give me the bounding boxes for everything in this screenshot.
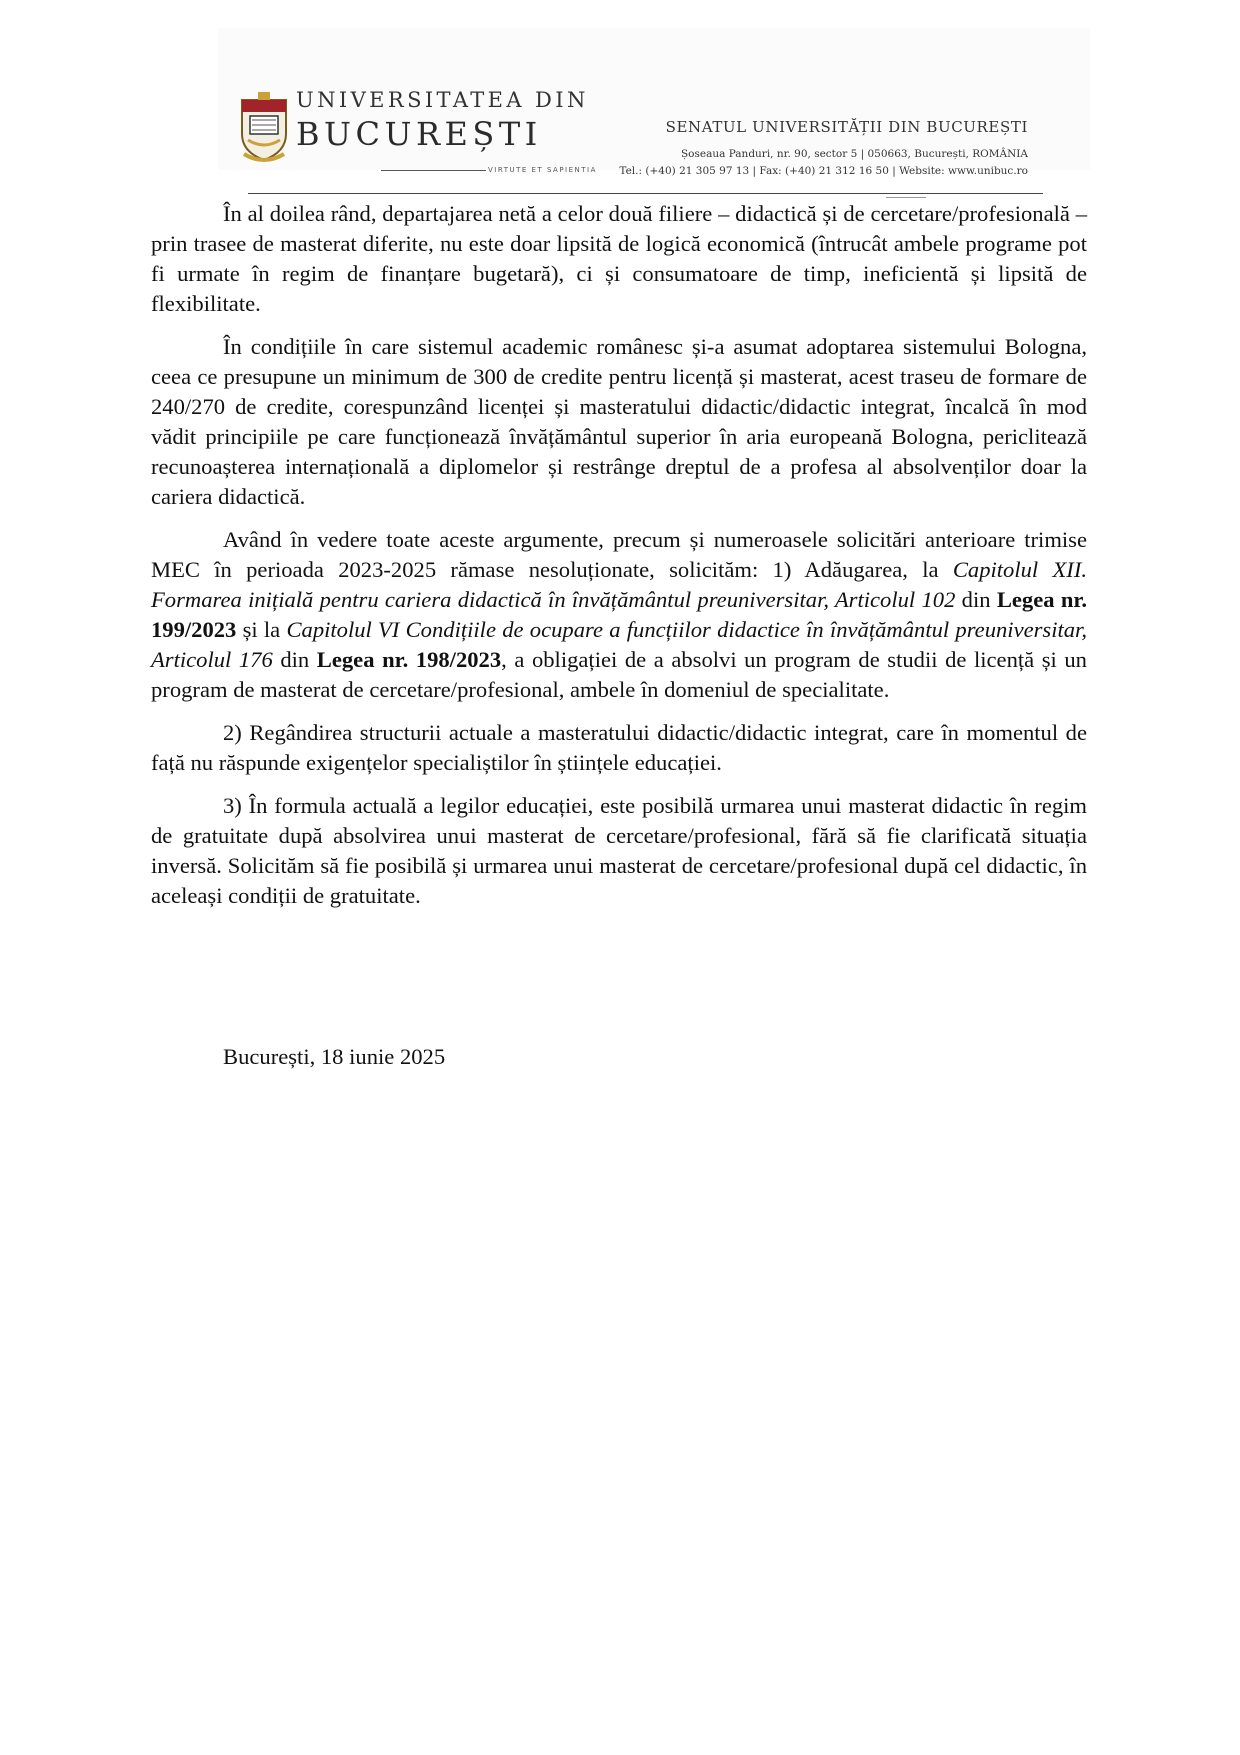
text-run: , a obligației de a absolvi un program de studii de licență și un program de masterat de cercetare/profesional, ambele în domeniul de specialitate.	[151, 647, 1087, 702]
paragraph-4: 2) Regândirea structurii actuale a masteratului didactic/didactic integrat, care în momentul de față nu răspunde exigențelor specialiștilor în științele educației.	[151, 720, 1087, 775]
law-199-2023: Legea nr. 199/2023	[151, 587, 1087, 642]
university-name-line1: UNIVERSITATEA DIN	[296, 88, 589, 112]
letterhead	[218, 28, 1090, 177]
university-motto: VIRTUTE ET SAPIENTIA	[488, 166, 597, 174]
university-crest-icon	[238, 90, 290, 164]
senate-address: Șoseaua Panduri, nr. 90, sector 5 | 050663, București, ROMÂNIA	[680, 148, 1028, 160]
header-divider	[248, 193, 1043, 194]
document-body	[151, 199, 1087, 924]
text-run: din	[272, 647, 317, 672]
law-198-2023: Legea nr. 198/2023	[316, 647, 502, 672]
paragraph-3-intro: Având în vedere toate aceste argumente, precum și numeroasele solicitări anterioare trimise MEC în perioada 2023-2025 rămase nesoluționate, solicităm:	[151, 527, 1087, 582]
senate-title: SENATUL UNIVERSITĂȚII DIN BUCUREȘTI	[665, 118, 1028, 136]
text-run: și la	[236, 617, 287, 642]
chapter-xii-reference: Capitolul XII. Formarea inițială pentru cariera didactică în învățământul preuniversitar, Articolul 102	[151, 557, 1087, 612]
paragraph-3	[151, 525, 1087, 705]
paragraph-5: 3) În formula actuală a legilor educației, este posibilă urmarea unui masterat didactic în regim de gratuitate după absolvirea unui masterat de cercetare/profesional, fără să fie clarificată situația inversă. Solicităm să fie posibilă și urmarea unui masterat de cercetare/profesional după cel didactic, în aceleași condiții de gratuitate.	[151, 793, 1087, 908]
senate-contact: Tel.: (+40) 21 305 97 13 | Fax: (+40) 21 312 16 50 | Website: www.unibuc.ro	[619, 165, 1028, 177]
paragraph-1: În al doilea rând, departajarea netă a celor două filiere – didactică și de cercetare/profesională – prin trasee de masterat diferite, nu este doar lipsită de logică economică (întrucât ambele programe pot fi urmate în regim de finanțare bugetară), ci și consumatoare de timp, ineficientă și lipsită de flexibilitate.	[151, 201, 1087, 316]
document-date: București, 18 iunie 2025	[223, 1044, 446, 1069]
chapter-vi-reference: Capitolul VI Condițiile de ocupare a funcțiilor didactice în învățământul preuniversitar, Articolul 176	[151, 617, 1087, 672]
header-divider-accent	[886, 197, 926, 198]
university-name-line2: BUCUREȘTI	[296, 115, 542, 153]
text-run: din	[955, 587, 997, 612]
text-run: 1) Adăugarea, la	[772, 557, 953, 582]
paragraph-2: În condițiile în care sistemul academic românesc și-a asumat adoptarea sistemului Bologna, ceea ce presupune un minimum de 300 de credite pentru licență și masterat, acest traseu de formare de 240/270 de credite, corespunzând licenței și masteratului didactic/didactic integrat, încalcă în mod vădit principiile pe care funcționează învățământul superior în aria europeană Bologna, periclitează recunoașterea internațională a diplomelor și restrânge dreptul de a profesa al absolvenților doar la cariera didactică.	[151, 334, 1087, 509]
